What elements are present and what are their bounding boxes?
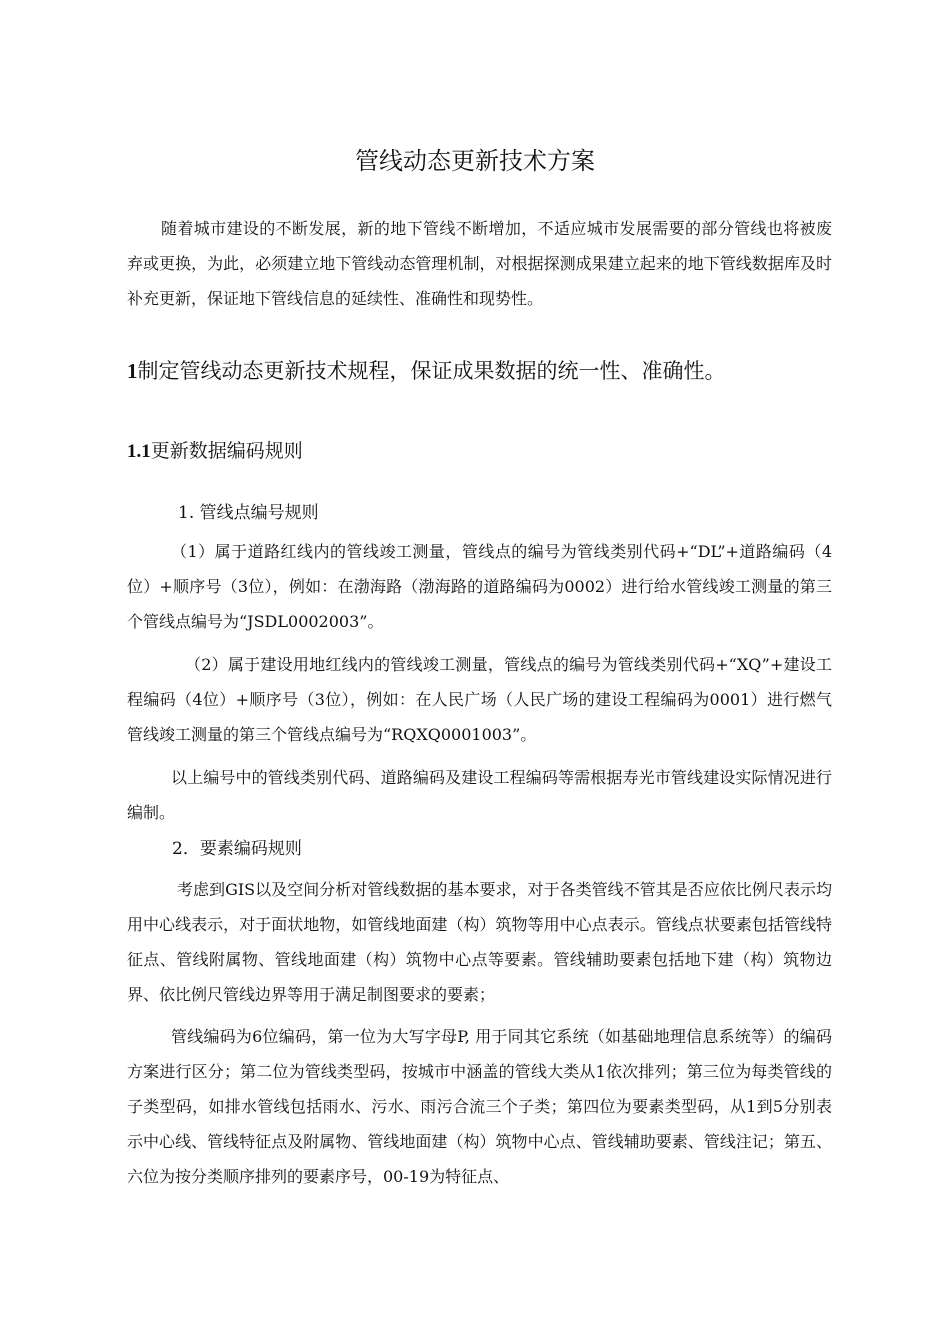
section-1-number: 1 [127,359,138,383]
rule-1-paragraph: （1）属于道路红线内的管线竣工测量，管线点的编号为管线类别代码+“DL”+道路编码（4位）+顺序号（3位），例如：在渤海路（渤海路的道路编码为0002）进行给水管线竣工测量的第三个管线点编号为“JSDL0002003”。 [127,542,832,631]
gis-paragraph: 考虑到GIS以及空间分析对管线数据的基本要求，对于各类管线不管其是否应依比例尺表示均用中心线表示，对于面状地物，如管线地面建（构）筑物等用中心点表示。管线点状要素包括管线特征点、管线附属物、管线地面建（构）筑物中心点等要素。管线辅助要素包括地下建（构）筑物边界、依比例尺管线边界等用于满足制图要求的要素； [127,880,832,1004]
note-paragraph: 以上编号中的管线类别代码、道路编码及建设工程编码等需根据寿光市管线建设实际情况进行编制。 [127,768,832,822]
intro-paragraph: 随着城市建设的不断发展，新的地下管线不断增加，不适应城市发展需要的部分管线也将被废弃或更换，为此，必须建立地下管线动态管理机制，对根据探测成果建立起来的地下管线数据库及时补充更新，保证地下管线信息的延续性、准确性和现势性。 [127,219,832,308]
document-title: 管线动态更新技术方案 [355,147,595,175]
section-1-1-heading [127,437,832,466]
section-1-1-number: 1.1 [127,441,151,462]
list-item-1-heading: 1. 管线点编号规则 [178,503,319,523]
rule-2-paragraph: （2）属于建设用地红线内的管线竣工测量，管线点的编号为管线类别代码+“XQ”+建设工程编码（4位）+顺序号（3位），例如：在人民广场（人民广场的建设工程编码为0001）进行燃气管线竣工测量的第三个管线点编号为“RQXQ0001003”。 [127,655,832,744]
section-1-1-text: 更新数据编码规则 [150,440,303,462]
list-item-2-heading: 2．要素编码规则 [172,839,302,859]
section-1-heading [127,356,832,386]
section-1-text: 制定管线动态更新技术规程，保证成果数据的统一性、准确性。 [137,359,726,383]
code-paragraph: 管线编码为6位编码，第一位为大写字母P, 用于同其它系统（如基础地理信息系统等）的编码方案进行区分；第二位为管线类型码，按城市中涵盖的管线大类从1依次排列；第三位为每类管线的子类型码，如排水管线包括雨水、污水、雨污合流三个子类；第四位为要素类型码，从1到5分别表示中心线、管线特征点及附属物、管线地面建（构）筑物中心点、管线辅助要素、管线注记；第五、六位为按分类顺序排列的要素序号，00-19为特征点、 [127,1027,832,1186]
